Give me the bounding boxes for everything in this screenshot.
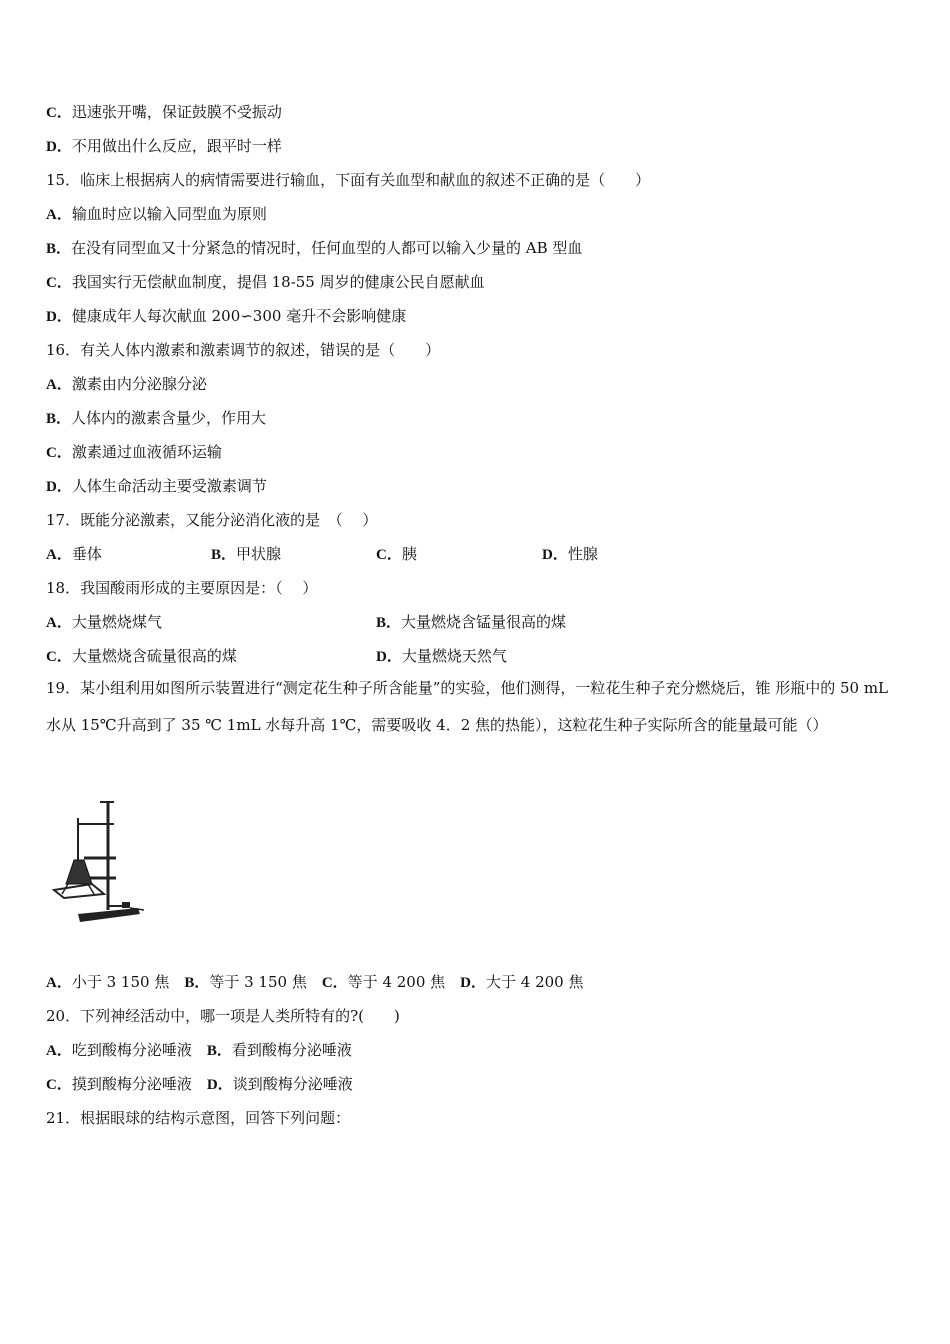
q15-stem: 15．临床上根据病人的病情需要进行输血，下面有关血型和献血的叙述不正确的是（ ） [46, 171, 651, 189]
q20-options-row-2 [46, 1074, 353, 1094]
option-text: 胰 [401, 545, 417, 563]
option-letter: B． [46, 411, 72, 427]
q17-option-d [542, 544, 598, 564]
q18-option-c [46, 646, 237, 666]
q15-option-d [46, 306, 406, 326]
option-text: 等于 3 150 焦 [209, 973, 307, 991]
option-text: 激素通过血液循环运输 [71, 443, 222, 461]
q16-option-b [46, 408, 266, 428]
option-text: 大量燃烧天然气 [401, 647, 507, 665]
option-text: 人体内的激素含量少，作用大 [71, 409, 267, 427]
q20-options-row-1 [46, 1040, 352, 1060]
option-text: 看到酸梅分泌唾液 [231, 1041, 352, 1059]
apparatus-drawing [48, 798, 148, 938]
q20-stem: 20．下列神经活动中，哪一项是人类所特有的?( ) [46, 1007, 400, 1025]
option-letter: A． [46, 207, 72, 223]
option-letter: B． [211, 547, 237, 563]
option-text: 我国实行无偿献血制度，提倡 18-55 周岁的健康公民自愿献血 [71, 273, 485, 291]
option-letter: C． [46, 105, 72, 121]
option-letter: C． [46, 275, 72, 291]
option-letter: C． [46, 1077, 72, 1093]
q17-option-b [211, 544, 281, 564]
q15-option-b [46, 238, 582, 258]
option-letter: C． [46, 445, 72, 461]
q18-option-a [46, 612, 162, 632]
option-text: 大量燃烧含硫量很高的煤 [71, 647, 237, 665]
q19-stem: 19．某小组利用如图所示装置进行“测定花生种子所含能量”的实验，他们测得，一粒花生种子充分燃烧后，锥 形瓶中的 50 mL 水从 15℃升高到了 35 ℃ 1mL 水每升高 1℃，需要吸收 4．2 焦的热能），这粒花生种子实际所含的能量最可能（） [46, 679, 889, 734]
option-letter: C． [376, 547, 402, 563]
option-letter: C． [321, 975, 348, 991]
q16-stem: 16．有关人体内激素和激素调节的叙述，错误的是（ ） [46, 341, 441, 359]
option-text: 健康成年人每次献血 200∽300 毫升不会影响健康 [71, 307, 407, 325]
option-text: 大量燃烧含锰量很高的煤 [401, 613, 567, 631]
option-letter: C． [46, 649, 72, 665]
option-letter: B． [184, 975, 210, 991]
q18-option-b [376, 612, 566, 632]
option-text: 迅速张开嘴，保证鼓膜不受振动 [71, 103, 282, 121]
q15-option-c [46, 272, 485, 292]
option-text: 不用做出什么反应，跟平时一样 [71, 137, 282, 155]
q17-option-a [46, 544, 102, 564]
option-text: 等于 4 200 焦 [347, 973, 446, 991]
option-letter: B． [376, 615, 402, 631]
option-text: 性腺 [567, 545, 598, 563]
calorimeter-apparatus-figure [48, 798, 148, 938]
option-letter: D． [46, 139, 72, 155]
option-letter: D． [206, 1077, 233, 1093]
q21-stem: 21．根据眼球的结构示意图，回答下列问题： [46, 1109, 351, 1127]
option-letter: D． [460, 975, 486, 991]
q19-options [46, 972, 583, 992]
option-letter: A． [46, 615, 72, 631]
q14-option-d [46, 136, 282, 156]
option-letter: D． [46, 479, 72, 495]
option-letter: D． [542, 547, 568, 563]
q18-option-d [376, 646, 507, 666]
q16-option-a [46, 374, 207, 394]
option-text: 大于 4 200 焦 [486, 973, 584, 991]
option-letter: A． [46, 975, 72, 991]
q17-option-c [376, 544, 417, 564]
option-text: 输血时应以输入同型血为原则 [71, 205, 267, 223]
q16-option-d [46, 476, 267, 496]
option-letter: A． [46, 377, 72, 393]
option-text: 大量燃烧煤气 [71, 613, 162, 631]
q17-stem: 17．既能分泌激素，又能分泌消化液的是 （ ） [46, 511, 378, 529]
option-text: 谈到酸梅分泌唾液 [232, 1075, 353, 1093]
option-text: 激素由内分泌腺分泌 [71, 375, 207, 393]
q18-stem: 18．我国酸雨形成的主要原因是：（ ） [46, 579, 318, 597]
option-letter: B． [206, 1043, 232, 1059]
option-text: 垂体 [71, 545, 102, 563]
option-letter: B． [46, 241, 72, 257]
option-text: 摸到酸梅分泌唾液 [71, 1075, 192, 1093]
option-text: 人体生命活动主要受激素调节 [71, 477, 267, 495]
option-letter: D． [46, 309, 72, 325]
q15-option-a [46, 204, 267, 224]
option-letter: D． [376, 649, 402, 665]
q16-option-c [46, 442, 222, 462]
option-letter: A． [46, 547, 72, 563]
q14-option-c [46, 102, 282, 122]
option-text: 在没有同型血又十分紧急的情况时，任何血型的人都可以输入少量的 AB 型血 [71, 239, 583, 257]
option-text: 甲状腺 [236, 545, 282, 563]
option-text: 小于 3 150 焦 [71, 973, 170, 991]
option-text: 吃到酸梅分泌唾液 [71, 1041, 192, 1059]
option-letter: A． [46, 1043, 72, 1059]
